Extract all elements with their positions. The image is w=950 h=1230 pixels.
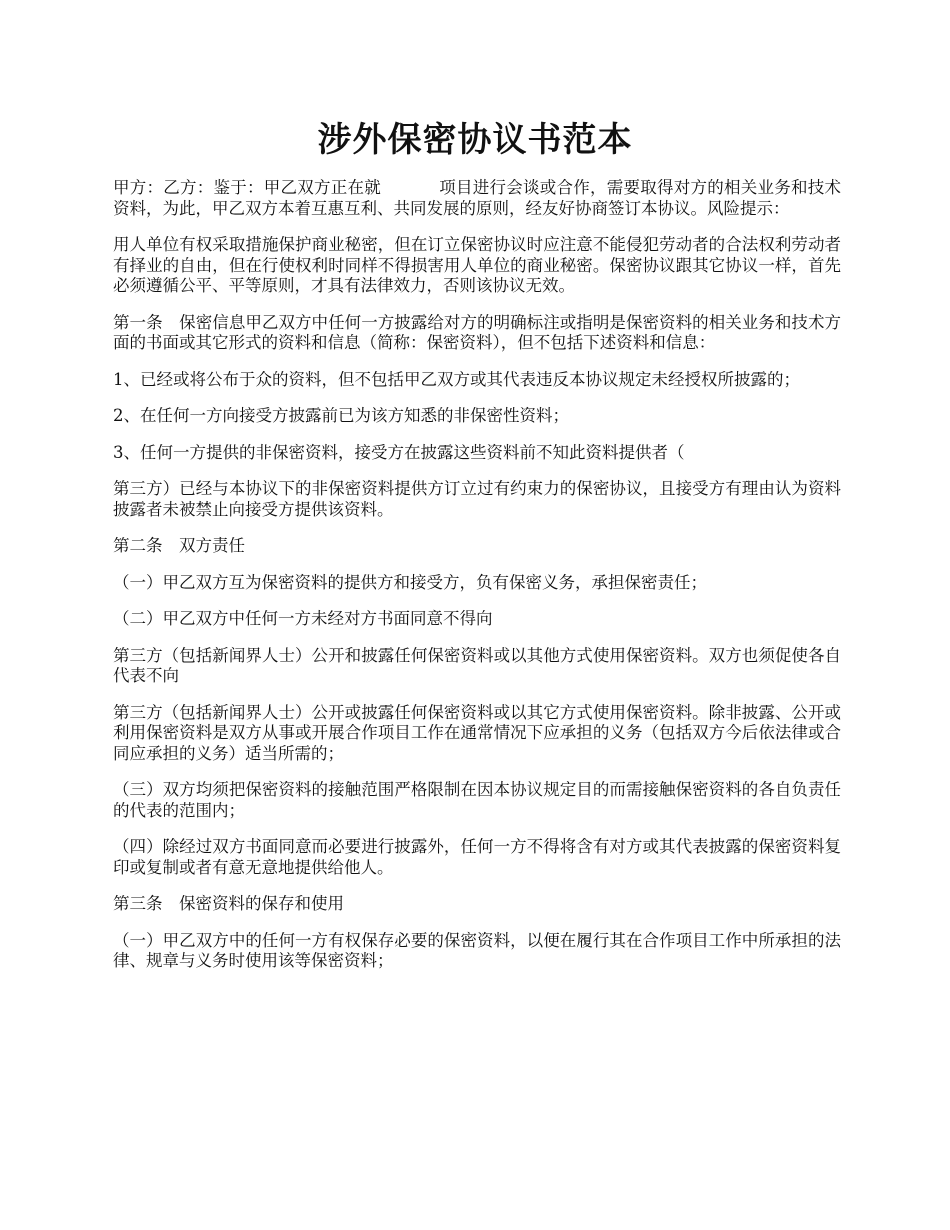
intro-text-end: 项目进行会谈或合作，需要取得对方的相关业务和技术资料，为此，甲乙双方本着互惠互利、共同发展的原则，经友好协商签订本协议。风险提示： bbox=[113, 178, 841, 218]
article-2-item-2-continued-a: 第三方（包括新闻界人士）公开和披露任何保密资料或以其他方式使用保密资料。双方也须促使各自代表不向 bbox=[113, 645, 841, 685]
article-2-heading: 第二条 双方责任 bbox=[113, 536, 245, 555]
document-title: 涉外保密协议书范本 bbox=[317, 120, 633, 160]
article-1-item-3-continued: 第三方）已经与本协议下的非保密资料提供方订立过有约束力的保密协议，且接受方有理由认为资料披露者未被禁止向接受方提供该资料。 bbox=[113, 479, 841, 519]
document-body bbox=[113, 178, 841, 988]
article-1-item-2: 2、在任何一方向接受方披露前已为该方知悉的非保密性资料； bbox=[113, 406, 569, 425]
article-2-item-2: （二）甲乙双方中任何一方未经对方书面同意不得向 bbox=[113, 609, 493, 628]
article-3-heading: 第三条 保密资料的保存和使用 bbox=[113, 894, 344, 913]
risk-note-paragraph: 用人单位有权采取措施保护商业秘密，但在订立保密协议时应注意不能侵犯劳动者的合法权利劳动者有择业的自由，但在行使权利时同样不得损害用人单位的商业秘密。保密协议跟其它协议一样，首先必须遵循公平、平等原则，才具有法律效力，否则该协议无效。 bbox=[113, 235, 841, 295]
article-2-item-2-continued-b: 第三方（包括新闻界人士）公开或披露任何保密资料或以其它方式使用保密资料。除非披露、公开或利用保密资料是双方从事或开展合作项目工作在通常情况下应承担的义务（包括双方今后依法律或合同应承担的义务）适当所需的； bbox=[113, 702, 841, 763]
article-2-item-3: （三）双方均须把保密资料的接触范围严格限制在因本协议规定目的而需接触保密资料的各自负责任的代表的范围内； bbox=[113, 780, 841, 820]
article-3-item-1: （一）甲乙双方中的任何一方有权保存必要的保密资料，以便在履行其在合作项目工作中所承担的法律、规章与义务时使用该等保密资料； bbox=[113, 930, 841, 970]
intro-text-start: 甲方：乙方：鉴于：甲乙双方正在就 bbox=[113, 178, 381, 197]
article-2-item-4: （四）除经过双方书面同意而必要进行披露外，任何一方不得将含有对方或其代表披露的保密资料复印或复制或者有意无意地提供给他人。 bbox=[113, 837, 841, 877]
article-2-item-1: （一）甲乙双方互为保密资料的提供方和接受方，负有保密义务，承担保密责任； bbox=[113, 572, 707, 592]
article-1-item-3: 3、任何一方提供的非保密资料，接受方在披露这些资料前不知此资料提供者（ bbox=[113, 442, 685, 462]
article-1-item-1: 1、已经或将公布于众的资料，但不包括甲乙双方或其代表违反本协议规定未经授权所披露的； bbox=[113, 369, 800, 389]
intro-paragraph bbox=[113, 178, 841, 219]
article-1-paragraph: 第一条 保密信息甲乙双方中任何一方披露给对方的明确标注或指明是保密资料的相关业务和技术方面的书面或其它形式的资料和信息（简称：保密资料），但不包括下述资料和信息： bbox=[113, 312, 841, 352]
